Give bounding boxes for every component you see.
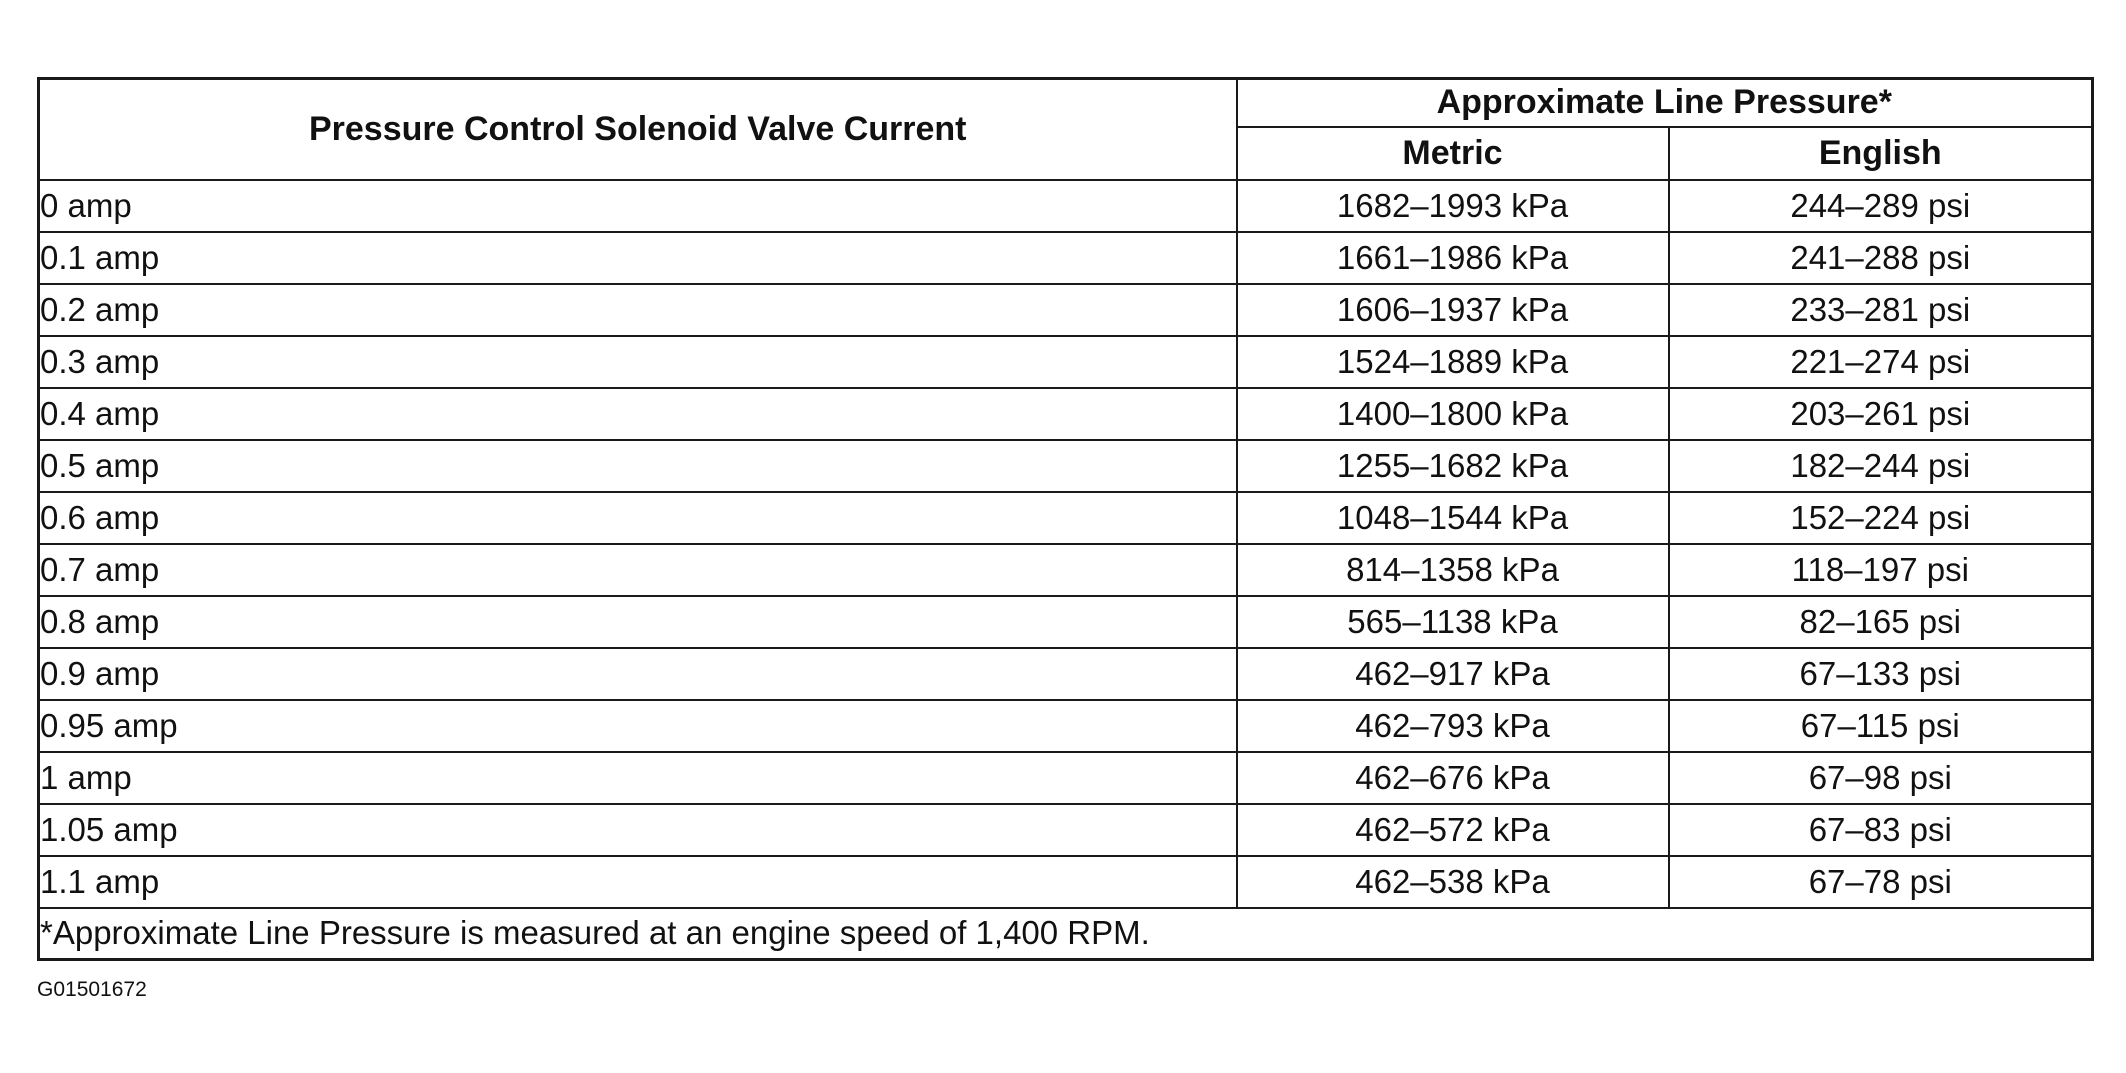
table-row (39, 388, 2093, 440)
english-cell: 82–165 psi (1669, 596, 2093, 648)
english-cell: 118–197 psi (1669, 544, 2093, 596)
english-cell: 152–224 psi (1669, 492, 2093, 544)
english-cell: 67–98 psi (1669, 752, 2093, 804)
current-cell: 0.8 amp (39, 596, 1237, 648)
metric-cell: 814–1358 kPa (1237, 544, 1669, 596)
spec-table-container (37, 77, 2091, 961)
current-cell: 0.2 amp (39, 284, 1237, 336)
current-cell: 0.7 amp (39, 544, 1237, 596)
current-cell: 0.4 amp (39, 388, 1237, 440)
metric-cell: 1682–1993 kPa (1237, 180, 1669, 232)
table-row (39, 544, 2093, 596)
table-row (39, 492, 2093, 544)
metric-cell: 1524–1889 kPa (1237, 336, 1669, 388)
table-row (39, 232, 2093, 284)
metric-cell: 462–676 kPa (1237, 752, 1669, 804)
metric-cell: 1255–1682 kPa (1237, 440, 1669, 492)
table-row (39, 856, 2093, 908)
current-cell: 1.05 amp (39, 804, 1237, 856)
table-row (39, 180, 2093, 232)
table-row (39, 440, 2093, 492)
line-pressure-table (37, 77, 2094, 961)
line-pressure-group-header: Approximate Line Pressure* (1237, 79, 2093, 127)
current-cell: 1.1 amp (39, 856, 1237, 908)
english-cell: 241–288 psi (1669, 232, 2093, 284)
english-cell: 182–244 psi (1669, 440, 2093, 492)
metric-column-header: Metric (1237, 127, 1669, 180)
current-column-header: Pressure Control Solenoid Valve Current (39, 79, 1237, 180)
metric-cell: 1400–1800 kPa (1237, 388, 1669, 440)
english-cell: 67–133 psi (1669, 648, 2093, 700)
current-cell: 0 amp (39, 180, 1237, 232)
current-cell: 0.5 amp (39, 440, 1237, 492)
table-row (39, 700, 2093, 752)
metric-cell: 462–917 kPa (1237, 648, 1669, 700)
table-row (39, 752, 2093, 804)
english-cell: 67–78 psi (1669, 856, 2093, 908)
current-cell: 0.95 amp (39, 700, 1237, 752)
table-row (39, 804, 2093, 856)
current-cell: 1 amp (39, 752, 1237, 804)
footnote-row (39, 908, 2093, 960)
metric-cell: 565–1138 kPa (1237, 596, 1669, 648)
english-cell: 203–261 psi (1669, 388, 2093, 440)
table-row (39, 336, 2093, 388)
english-cell: 233–281 psi (1669, 284, 2093, 336)
current-cell: 0.1 amp (39, 232, 1237, 284)
english-cell: 244–289 psi (1669, 180, 2093, 232)
english-cell: 221–274 psi (1669, 336, 2093, 388)
table-row (39, 648, 2093, 700)
table-header (39, 79, 2093, 180)
figure-id: G01501672 (37, 978, 147, 1001)
metric-cell: 462–572 kPa (1237, 804, 1669, 856)
current-cell: 0.9 amp (39, 648, 1237, 700)
metric-cell: 1048–1544 kPa (1237, 492, 1669, 544)
current-cell: 0.6 amp (39, 492, 1237, 544)
english-cell: 67–115 psi (1669, 700, 2093, 752)
english-cell: 67–83 psi (1669, 804, 2093, 856)
current-cell: 0.3 amp (39, 336, 1237, 388)
footnote: *Approximate Line Pressure is measured at an engine speed of 1,400 RPM. (39, 908, 2093, 960)
metric-cell: 1661–1986 kPa (1237, 232, 1669, 284)
metric-cell: 1606–1937 kPa (1237, 284, 1669, 336)
header-row-top (39, 79, 2093, 127)
table-row (39, 284, 2093, 336)
table-body (39, 180, 2093, 908)
english-column-header: English (1669, 127, 2093, 180)
metric-cell: 462–793 kPa (1237, 700, 1669, 752)
table-footer (39, 908, 2093, 960)
metric-cell: 462–538 kPa (1237, 856, 1669, 908)
table-row (39, 596, 2093, 648)
